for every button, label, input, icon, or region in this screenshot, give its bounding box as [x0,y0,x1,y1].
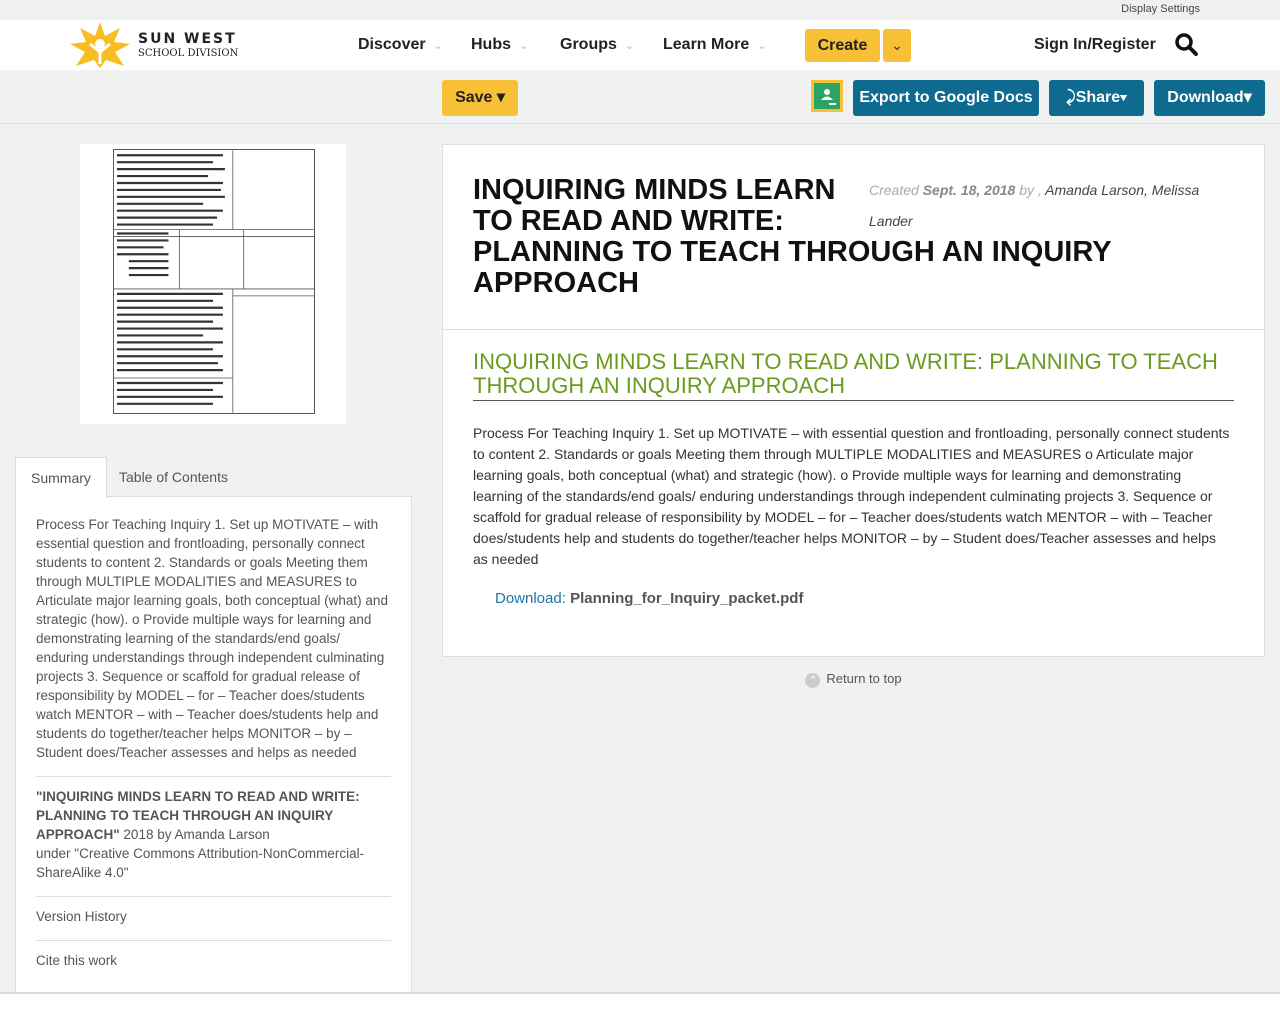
nav-label: Groups [560,36,617,53]
nav-label: Learn More [663,36,750,53]
nav-hubs[interactable] [471,36,528,54]
summary-text: Process For Teaching Inquiry 1. Set up MOTIVATE – with essential question and frontloading, personally connect students to content 2. Standards or goals Meeting them through MULTIPLE MODALITIES and MEASURES to Articulate major learning goals, both conceptual (what) and strategic (how). o Provide multiple ways for learning and demonstrating learning of the standards/end goals/ enduring understandings through independent culminating projects 3. Sequence or scaffold for gradual release of responsibility by MODEL – for – Teacher does/students watch MENTOR – with – Teacher does/students help and students do together/teacher helps MONITOR – by – Student does/Teacher assesses and helps as needed [36,505,391,777]
logo-line2: SCHOOL DIVISION [138,47,239,59]
logo-line1: SUN WEST [138,30,237,47]
search-icon[interactable] [1174,32,1198,56]
page-title [473,175,1234,299]
google-classroom-button[interactable] [811,80,843,112]
sun-logo-icon [70,22,130,68]
version-history-link[interactable]: Version History [36,897,391,941]
download-label[interactable]: Download: [495,590,566,607]
sidebar-tabs [15,457,412,498]
by-label: by , [1015,182,1046,198]
title-section [443,145,1264,330]
create-button[interactable]: Create [805,29,880,62]
create-dropdown-button[interactable] [883,29,911,62]
created-label: Created [869,182,923,198]
save-label: Save [455,89,493,106]
export-google-docs-button[interactable]: Export to Google Docs [853,80,1039,116]
chevron-down-icon: ⌄ [624,40,635,52]
cite-link[interactable]: Cite this work [36,953,118,968]
return-to-top-link[interactable] [442,671,1265,688]
attribution [36,777,391,897]
document-thumbnail[interactable] [80,144,346,424]
download-label: Download [1167,89,1244,106]
title-text: INQUIRING MINDS LEARN TO READ AND WRITE: PLANNING TO TEACH THROUGH AN INQUIRY APPROACH [473,174,1112,299]
save-button[interactable] [442,80,518,116]
download-filename[interactable]: Planning_for_Inquiry_packet.pdf [570,590,804,607]
share-label: Share [1075,89,1121,106]
worksheet-preview-image [113,149,315,414]
nav-learn-more[interactable] [663,36,766,54]
license-text: under "Creative Commons Attribution-NonCommercial-ShareAlike 4.0" [36,846,365,880]
share-icon: ⤸ [1066,89,1076,106]
resource-toolbar [0,70,1280,124]
nav-label: Discover [358,36,426,53]
tab-table-of-contents[interactable]: Table of Contents [119,469,228,485]
return-to-top-label: Return to top [826,671,902,686]
created-meta [869,175,1234,237]
chevron-down-icon: ⌄ [433,40,443,52]
tab-summary[interactable]: Summary [15,457,107,498]
caret-down-icon: ▾ [496,89,505,106]
download-button[interactable] [1154,80,1265,116]
share-button[interactable] [1049,80,1144,116]
authors[interactable]: Amanda Larson, Melissa Lander [869,182,1200,229]
main-content [442,144,1265,657]
created-date: Sept. 18, 2018 [922,182,1016,198]
nav-label: Hubs [471,36,511,53]
download-link[interactable] [495,590,1212,607]
attribution-title: "INQUIRING MINDS LEARN TO READ AND WRITE: PLANNING TO TEACH THROUGH AN INQUIRY APPROACH" [36,789,360,842]
footer [0,992,1280,1024]
caret-down-icon: ▾ [1120,89,1127,106]
right-column [442,144,1265,688]
arrow-up-circle-icon: ⌃ [805,673,820,688]
nav-groups[interactable] [560,36,634,54]
nav-discover[interactable] [358,36,443,54]
chevron-down-icon: ⌄ [757,40,767,52]
google-classroom-icon [814,83,840,109]
summary-panel [15,496,412,993]
top-bar [0,0,1280,20]
attribution-author: 2018 by Amanda Larson [119,827,270,842]
chevron-down-icon: ⌄ [519,40,529,52]
display-settings-link[interactable]: Display Settings [1121,3,1200,15]
logo[interactable] [70,22,238,68]
description: Process For Teaching Inquiry 1. Set up MOTIVATE – with essential question and frontloading, personally connect students to content 2. Standards or goals Meeting them through MULTIPLE MODALITIES and MEASURES o Articulate major learning goals, both conceptual (what) and strategic (how). o Provide multiple ways for learning and demonstrating learning of the standards/end goals/ enduring understandings through independent culminating projects 3. Sequence or scaffold for gradual release of responsibility by MODEL – for – Teacher does/students watch MENTOR – with – Teacher does/students help and students do together/teacher helps MONITOR – by – Student does/Teacher assesses and helps as needed [473,425,1230,567]
section-heading: INQUIRING MINDS LEARN TO READ AND WRITE: PLANNING TO TEACH THROUGH AN INQUIRY APPROACH [473,350,1234,401]
chevron-down-icon: ⌄ [891,37,903,53]
main-nav [0,20,1280,70]
sign-in-link[interactable]: Sign In/Register [1034,36,1156,53]
caret-down-icon: ▾ [1243,89,1252,106]
